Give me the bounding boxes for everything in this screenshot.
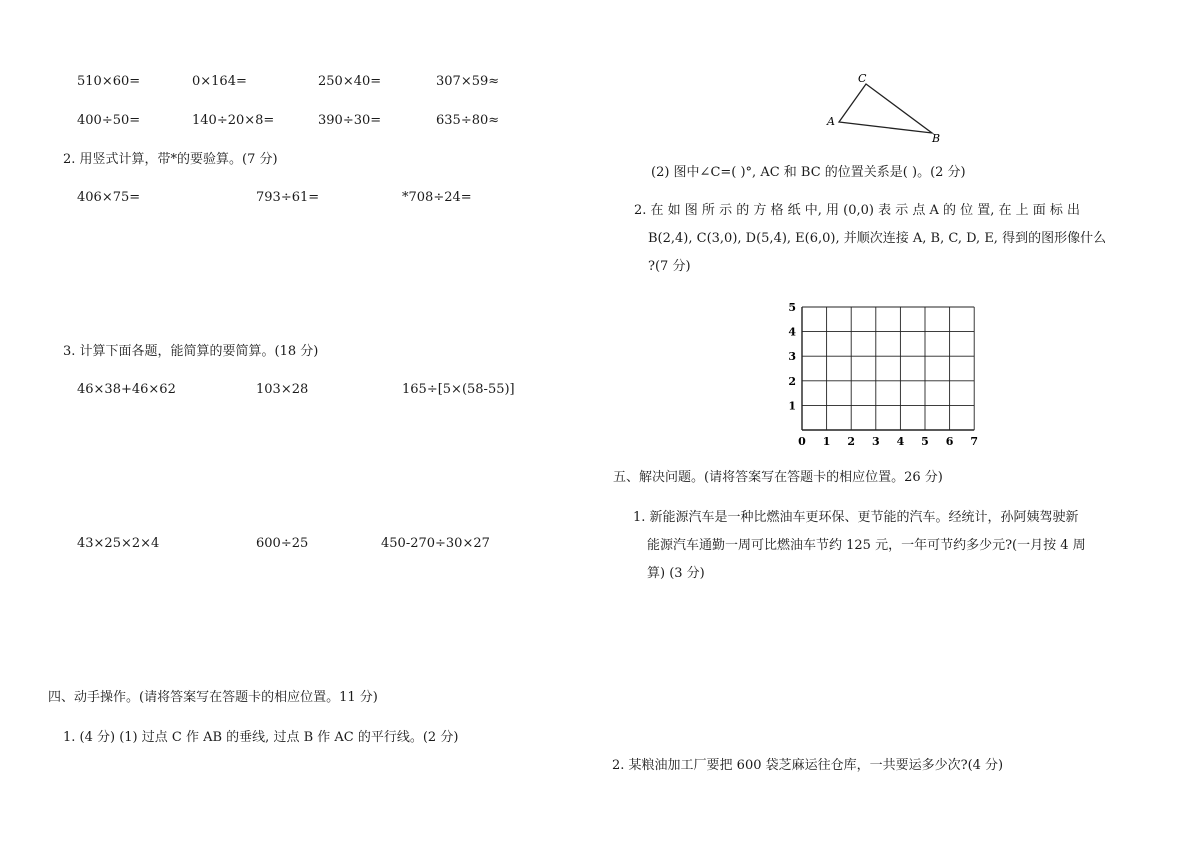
oral-calc-4: 307×59≈	[436, 74, 500, 89]
oral-calc-2: 0×164=	[192, 74, 247, 89]
vertex-label-b: B	[932, 132, 941, 145]
section5-heading: 五、解决问题。(请将答案写在答题卡的相应位置。26 分)	[613, 470, 943, 485]
grid-x-tick-label: 4	[896, 435, 905, 448]
grid-x-tick-label: 7	[970, 435, 979, 448]
section5-q2: 2. 某粮油加工厂要把 600 袋芝麻运往仓库，一共要运多少次?(4 分)	[612, 758, 1004, 773]
simplify-calc-3: 165÷[5×(58-55)]	[402, 382, 515, 397]
section4-q1: 1. (4 分) (1) 过点 C 作 AB 的垂线, 过点 B 作 AC 的平行线。(2 分)	[63, 730, 459, 745]
vertex-label-a: A	[827, 115, 835, 128]
q2-heading: 2. 用竖式计算，带*的要验算。(7 分)	[63, 152, 278, 167]
simplify-calc-1: 46×38+46×62	[77, 382, 176, 397]
grid-y-tick-label: 2	[788, 374, 796, 388]
q1-part2: (2) 图中∠C=( )°, AC 和 BC 的位置关系是( )。(2 分)	[651, 165, 966, 180]
oral-calc-8: 635÷80≈	[436, 113, 500, 128]
oral-calc-6: 140÷20×8=	[192, 113, 275, 128]
vertical-calc-3: *708÷24=	[402, 190, 472, 205]
triangle-abc	[839, 84, 932, 133]
section5-q1-line-1: 1. 新能源汽车是一种比燃油车更环保、更节能的汽车。经统计，孙阿姨驾驶新	[633, 510, 1079, 525]
q2-line-2: B(2,4), C(3,0), D(5,4), E(6,0), 并顺次连接 A, B, C, D, E, 得到的图形像什么	[648, 231, 1107, 246]
grid-y-tick-label: 5	[788, 301, 796, 314]
vertical-calc-1: 406×75=	[77, 190, 141, 205]
simplify-calc-5: 600÷25	[256, 536, 309, 551]
vertex-label-c: C	[858, 72, 867, 85]
q2-question	[634, 197, 1154, 281]
grid-x-tick-label: 5	[921, 435, 929, 448]
section5-q1	[633, 504, 1158, 588]
vertical-calc-2: 793÷61=	[256, 190, 320, 205]
grid-x-tick-label: 0	[798, 435, 806, 448]
grid-y-tick-label: 4	[788, 325, 796, 339]
section5-q1-line-3: 算) (3 分)	[647, 566, 705, 581]
simplify-calc-2: 103×28	[256, 382, 309, 397]
q2-line-3: ?(7 分)	[648, 259, 691, 274]
grid-x-tick-label: 1	[822, 435, 831, 448]
simplify-calc-4: 43×25×2×4	[77, 536, 160, 551]
grid-y-tick-label: 3	[788, 350, 796, 364]
q3-heading: 3. 计算下面各题，能简算的要简算。(18 分)	[63, 344, 319, 359]
grid-x-tick-label: 2	[847, 435, 856, 448]
grid-x-tick-label: 3	[871, 435, 880, 448]
section5-q1-line-2: 能源汽车通勤一周可比燃油车节约 125 元，一年可节约多少元?(一月按 4 周	[647, 538, 1086, 553]
q2-line-1: 2. 在 如 图 所 示 的 方 格 纸 中, 用 (0,0) 表 示 点 A 的 位 置, 在 上 面 标 出	[634, 203, 1081, 218]
simplify-calc-6: 450-270÷30×27	[381, 536, 490, 551]
oral-calc-7: 390÷30=	[318, 113, 382, 128]
grid-x-tick-label: 6	[945, 435, 954, 448]
grid-y-tick-label: 1	[788, 399, 796, 413]
triangle-figure	[820, 70, 950, 145]
section4-heading: 四、动手操作。(请将答案写在答题卡的相应位置。11 分)	[48, 690, 378, 705]
oral-calc-5: 400÷50=	[77, 113, 141, 128]
oral-calc-3: 250×40=	[318, 74, 382, 89]
oral-calc-1: 510×60=	[77, 74, 141, 89]
grid-paper	[780, 296, 990, 451]
